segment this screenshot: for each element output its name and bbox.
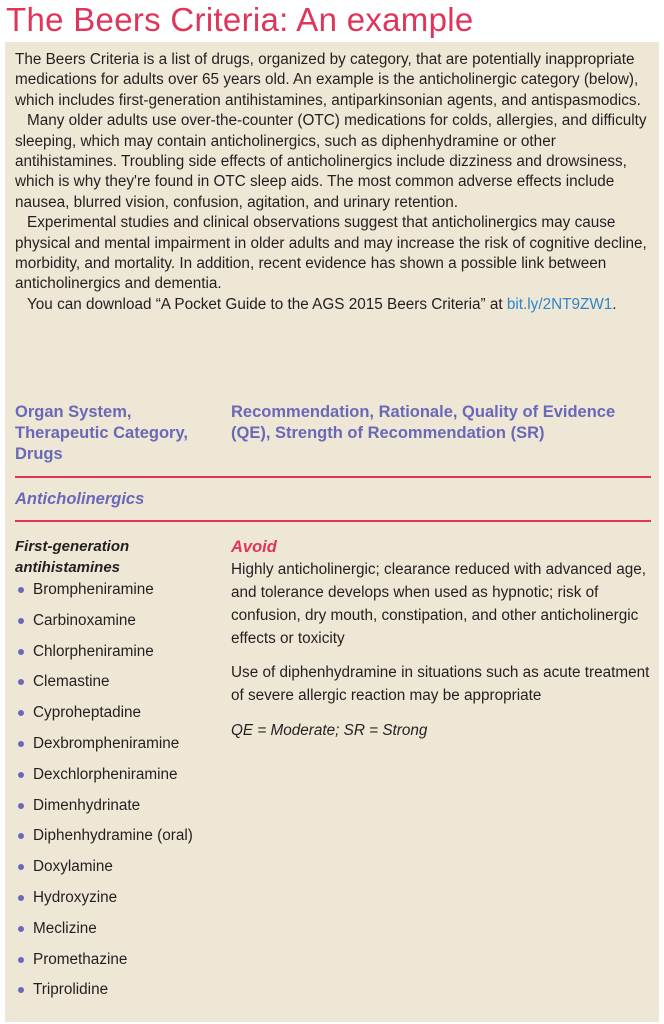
drug-subheading: First-generation antihistamines — [15, 538, 130, 576]
page-title: The Beers Criteria: An example — [6, 1, 474, 38]
quality-strength-text: QE = Moderate; SR = Strong — [231, 722, 428, 739]
list-item: Chlorpheniramine — [15, 642, 230, 673]
rationale-text: Highly anticholinergic; clearance reduced with advanced age, and tolerance develops when used as hypnotic; risk of confusion, dry mouth, constipation, and other anticholinergic effects or toxicity — [231, 561, 646, 647]
list-item: Diphenhydramine (oral) — [15, 826, 230, 857]
list-item: Hydroxyzine — [15, 888, 230, 919]
list-item: Cyproheptadine — [15, 703, 230, 734]
list-item: Brompheniramine — [15, 580, 230, 611]
intro-paragraph-2: Many older adults use over-the-counter (OTC) medications for colds, allergies, and difficulty sleeping, which may contain anticholinergics, such as diphenhydramine or other antihistamines. Troubling side effects of anticholinergics include dizziness and drowsiness, which is why they're found in OTC sleep aids. The most common adverse effects include nausea, blurred vision, confusion, agitation, and urinary retention. — [15, 112, 647, 211]
recommendation-column — [231, 536, 651, 742]
intro-paragraph-3: Experimental studies and clinical observations suggest that anticholinergics may cause physical and mental impairment in older adults and may increase the risk of cognitive decline, morbidity, and mortality. In addition, recent evidence has shown a possible link between anticholinergics and dementia. — [15, 214, 647, 293]
list-item: Dexbrompheniramine — [15, 734, 230, 765]
table-header-left: Organ System, Therapeutic Category, Drugs — [15, 403, 188, 463]
divider — [15, 520, 651, 522]
recommendation-label: Avoid — [231, 538, 277, 556]
download-text-end: . — [612, 295, 617, 313]
category-label: Anticholinergics — [15, 490, 145, 508]
table-header-right: Recommendation, Rationale, Quality of Evidence (QE), Strength of Recommendation (SR) — [231, 403, 616, 442]
divider — [15, 476, 651, 478]
list-item: Doxylamine — [15, 857, 230, 888]
sidebar-box — [5, 42, 659, 1022]
list-item: Clemastine — [15, 672, 230, 703]
list-item: Dexchlorpheniramine — [15, 765, 230, 796]
list-item: Dimenhydrinate — [15, 796, 230, 827]
drug-column — [15, 536, 230, 1011]
list-item: Carbinoxamine — [15, 611, 230, 642]
list-item: Triprolidine — [15, 980, 230, 1011]
list-item: Promethazine — [15, 950, 230, 981]
drug-list — [15, 580, 230, 1011]
list-item: Meclizine — [15, 919, 230, 950]
intro-text — [15, 50, 653, 315]
download-text: You can download “A Pocket Guide to the AGS 2015 Beers Criteria” at — [27, 295, 507, 313]
intro-paragraph-4 — [15, 295, 653, 315]
exception-text: Use of diphenhydramine in situations such as acute treatment of severe allergic reaction may be appropriate — [231, 664, 650, 704]
intro-paragraph-1: The Beers Criteria is a list of drugs, organized by category, that are potentially inappropriate medications for adults over 65 years old. An example is the anticholinergic category (below), which includes first-generation antihistamines, antiparkinsonian agents, and antispasmodics. — [15, 51, 641, 109]
download-link[interactable]: bit.ly/2NT9ZW1 — [506, 295, 613, 313]
